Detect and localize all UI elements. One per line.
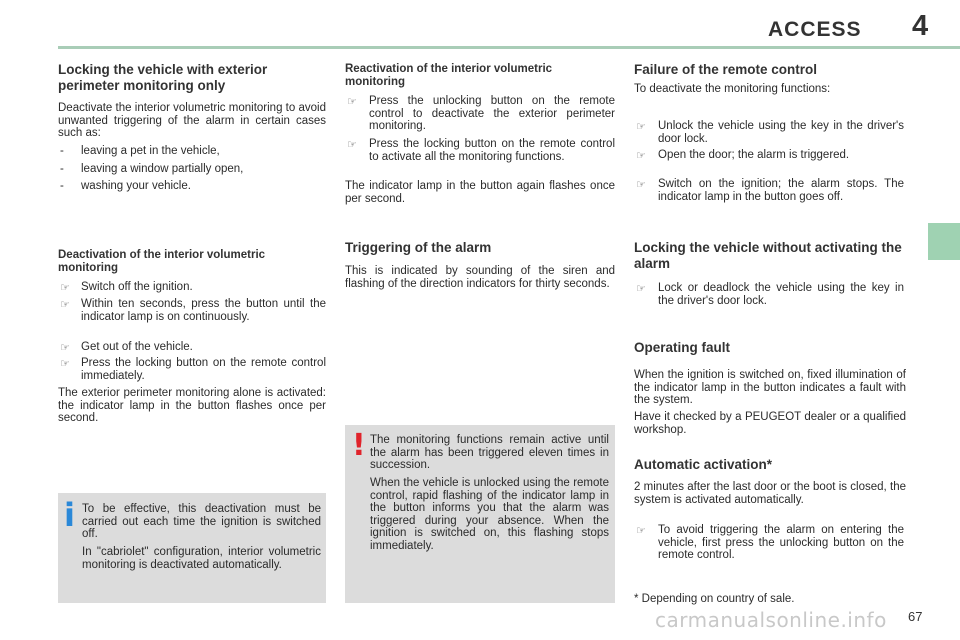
pointing-hand-icon: ☞ [347,139,357,151]
warning-text-1: The monitoring functions remain active until the alarm has been triggered eleven times in succession. [370,434,609,471]
pointing-hand-icon: ☞ [347,96,357,108]
info-text-2: In "cabriolet" configuration, interior volumetric monitoring is deactivated automatically. [82,546,321,571]
footnote: * Depending on country of sale. [634,593,795,605]
heading-deactivation-volumetric: Deactivation of the interior volumetric monitoring [58,249,266,274]
warning-icon: ! [352,428,366,463]
bullet-item: Switch off the ignition. [81,281,193,293]
heading-triggering-alarm: Triggering of the alarm [345,240,492,255]
bullet-item: Open the door; the alarm is triggered. [658,149,850,161]
dash-marker: - [60,180,64,192]
bullet-item: Press the locking button on the remote control to activate all the monitoring functions. [369,138,615,163]
pointing-hand-icon: ☞ [636,121,646,133]
pointing-hand-icon: ☞ [636,525,646,537]
watermark: carmanualsonline.info [655,608,887,632]
list-item: leaving a pet in the vehicle, [81,145,220,157]
bullet-item: Unlock the vehicle using the key in the driver's door lock. [658,120,904,145]
paragraph-operating-fault: When the ignition is switched on, fixed illumination of the indicator lamp in the button indicates a fault with the system. [634,369,906,406]
heading-automatic-activation: Automatic activation* [634,457,773,472]
heading-reactivation-volumetric: Reactivation of the interior volumetric monitoring [345,63,553,88]
paragraph-exterior-only-active: The exterior perimeter monitoring alone is activated: the indicator lamp in the button flashes once per second. [58,387,326,424]
pointing-hand-icon: ☞ [636,283,646,295]
bullet-item: Switch on the ignition; the alarm stops. The indicator lamp in the button goes off. [658,178,904,203]
info-icon: i [64,496,75,534]
warning-text-2: When the vehicle is unlocked using the remote control, rapid flashing of the indicator lamp in the button informs you that the alarm was triggered during your absence. When the ignition is switched on, this flashing stops immediately. [370,477,609,552]
header-rule [58,46,960,49]
bullet-item: Press the locking button on the remote control immediately. [81,357,326,382]
dash-marker: - [60,145,64,157]
paragraph-triggering-alarm: This is indicated by sounding of the siren and flashing of the direction indicators for thirty seconds. [345,265,615,290]
paragraph-to-deactivate: To deactivate the monitoring functions: [634,83,831,95]
list-item: leaving a window partially open, [81,163,244,175]
heading-lock-without-alarm: Locking the vehicle without activating the alarm [634,240,902,271]
heading-remote-failure: Failure of the remote control [634,62,818,77]
pointing-hand-icon: ☞ [60,358,70,370]
bullet-item: Press the unlocking button on the remote control to deactivate the exterior perimeter monitoring. [369,95,615,132]
bullet-item: Within ten seconds, press the button until the indicator lamp is on continuously. [81,298,326,323]
chapter-number: 4 [912,10,929,42]
page-number: 67 [908,609,923,624]
bullet-item: Lock or deadlock the vehicle using the key in the driver's door lock. [658,282,904,307]
paragraph-dealer-check: Have it checked by a PEUGEOT dealer or a qualified workshop. [634,411,906,436]
pointing-hand-icon: ☞ [60,299,70,311]
bullet-item: To avoid triggering the alarm on entering the vehicle, first press the unlocking button on the remote control. [658,524,904,561]
info-text-1: To be effective, this deactivation must be carried out each time the ignition is switched off. [82,503,321,540]
paragraph-indicator-flashes: The indicator lamp in the button again flashes once per second. [345,180,615,205]
chapter-side-tab [928,223,960,260]
pointing-hand-icon: ☞ [636,150,646,162]
heading-operating-fault: Operating fault [634,340,731,355]
pointing-hand-icon: ☞ [60,342,70,354]
chapter-title: ACCESS [768,18,862,41]
pointing-hand-icon: ☞ [636,179,646,191]
heading-locking-exterior-only: Locking the vehicle with exterior perimeter monitoring only [58,62,268,93]
dash-marker: - [60,163,64,175]
bullet-item: Get out of the vehicle. [81,341,193,353]
paragraph-automatic-activation: 2 minutes after the last door or the boot is closed, the system is activated automatically. [634,481,906,506]
list-item: washing your vehicle. [81,180,191,192]
pointing-hand-icon: ☞ [60,282,70,294]
paragraph-deactivate-intro: Deactivate the interior volumetric monitoring to avoid unwanted triggering of the alarm in certain cases such as: [58,102,326,139]
